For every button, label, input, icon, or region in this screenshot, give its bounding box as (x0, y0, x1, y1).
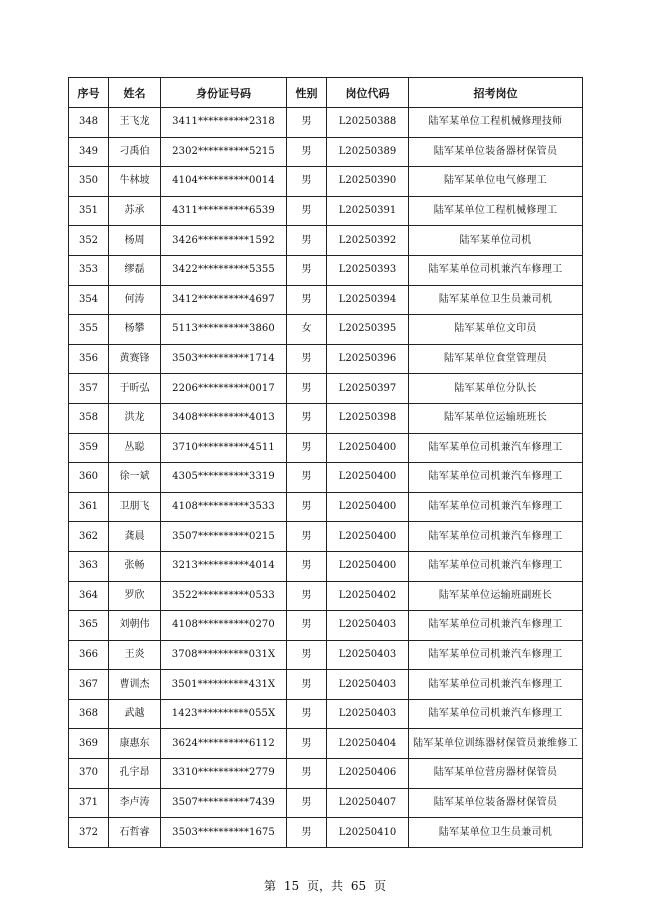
cell-post-code: L20250400 (327, 522, 409, 552)
table-header-row (69, 78, 583, 108)
cell-post-title: 陆军某单位装备器材保管员 (409, 788, 583, 818)
cell-id-number: 3708**********031X (161, 640, 287, 670)
cell-serial-number: 369 (69, 729, 109, 759)
cell-serial-number: 348 (69, 108, 109, 138)
cell-post-code: L20250400 (327, 492, 409, 522)
cell-gender: 男 (287, 699, 327, 729)
cell-gender: 男 (287, 729, 327, 759)
cell-name: 张畅 (109, 551, 161, 581)
cell-name: 缪磊 (109, 255, 161, 285)
cell-post-code: L20250404 (327, 729, 409, 759)
cell-id-number: 3310**********2779 (161, 759, 287, 789)
cell-serial-number: 364 (69, 581, 109, 611)
cell-post-title: 陆军某单位卫生员兼司机 (409, 285, 583, 315)
cell-name: 徐一斌 (109, 463, 161, 493)
cell-name: 康惠东 (109, 729, 161, 759)
cell-gender: 男 (287, 344, 327, 374)
cell-id-number: 5113**********3860 (161, 315, 287, 345)
table-row (69, 196, 583, 226)
cell-name: 苏承 (109, 196, 161, 226)
cell-post-code: L20250400 (327, 463, 409, 493)
cell-name: 刘朝伟 (109, 611, 161, 641)
cell-id-number: 3624**********6112 (161, 729, 287, 759)
cell-name: 牛林坡 (109, 167, 161, 197)
cell-serial-number: 349 (69, 137, 109, 167)
table-row (69, 463, 583, 493)
cell-serial-number: 353 (69, 255, 109, 285)
table-row (69, 551, 583, 581)
cell-name: 洪龙 (109, 403, 161, 433)
cell-post-code: L20250392 (327, 226, 409, 256)
table-row (69, 403, 583, 433)
cell-id-number: 4305**********3319 (161, 463, 287, 493)
cell-serial-number: 351 (69, 196, 109, 226)
cell-post-code: L20250402 (327, 581, 409, 611)
cell-id-number: 3501**********431X (161, 670, 287, 700)
cell-gender: 女 (287, 315, 327, 345)
cell-gender: 男 (287, 551, 327, 581)
candidate-table (68, 77, 583, 848)
cell-gender: 男 (287, 818, 327, 848)
cell-post-title: 陆军某单位文印员 (409, 315, 583, 345)
cell-gender: 男 (287, 167, 327, 197)
cell-post-code: L20250403 (327, 699, 409, 729)
cell-gender: 男 (287, 492, 327, 522)
table-row (69, 108, 583, 138)
cell-name: 何涛 (109, 285, 161, 315)
cell-post-title: 陆军某单位营房器材保管员 (409, 759, 583, 789)
cell-serial-number: 371 (69, 788, 109, 818)
cell-name: 石哲睿 (109, 818, 161, 848)
table-row (69, 788, 583, 818)
table-row (69, 640, 583, 670)
cell-gender: 男 (287, 108, 327, 138)
cell-post-title: 陆军某单位司机兼汽车修理工 (409, 463, 583, 493)
cell-id-number: 3426**********1592 (161, 226, 287, 256)
cell-post-code: L20250397 (327, 374, 409, 404)
cell-post-code: L20250388 (327, 108, 409, 138)
table-row (69, 433, 583, 463)
header-serial-number: 序号 (69, 78, 109, 108)
cell-id-number: 4104**********0014 (161, 167, 287, 197)
cell-id-number: 3411**********2318 (161, 108, 287, 138)
cell-id-number: 1423**********055X (161, 699, 287, 729)
table-row (69, 729, 583, 759)
cell-post-code: L20250390 (327, 167, 409, 197)
cell-post-title: 陆军某单位工程机械修理技师 (409, 108, 583, 138)
cell-post-code: L20250406 (327, 759, 409, 789)
cell-id-number: 3422**********5355 (161, 255, 287, 285)
cell-name: 武越 (109, 699, 161, 729)
table-row (69, 492, 583, 522)
cell-serial-number: 362 (69, 522, 109, 552)
cell-id-number: 4311**********6539 (161, 196, 287, 226)
cell-post-title: 陆军某单位电气修理工 (409, 167, 583, 197)
cell-id-number: 4108**********0270 (161, 611, 287, 641)
table-row (69, 759, 583, 789)
cell-post-code: L20250403 (327, 640, 409, 670)
header-name: 姓名 (109, 78, 161, 108)
cell-post-code: L20250400 (327, 551, 409, 581)
cell-post-code: L20250403 (327, 611, 409, 641)
cell-post-title: 陆军某单位司机兼汽车修理工 (409, 699, 583, 729)
table-row (69, 137, 583, 167)
cell-post-title: 陆军某单位分队长 (409, 374, 583, 404)
cell-name: 杨周 (109, 226, 161, 256)
cell-post-title: 陆军某单位司机兼汽车修理工 (409, 522, 583, 552)
cell-gender: 男 (287, 611, 327, 641)
cell-serial-number: 365 (69, 611, 109, 641)
cell-name: 杨攀 (109, 315, 161, 345)
cell-post-code: L20250407 (327, 788, 409, 818)
cell-gender: 男 (287, 374, 327, 404)
cell-serial-number: 359 (69, 433, 109, 463)
header-post-code: 岗位代码 (327, 78, 409, 108)
table-row (69, 315, 583, 345)
cell-name: 曹训杰 (109, 670, 161, 700)
cell-serial-number: 372 (69, 818, 109, 848)
cell-id-number: 4108**********3533 (161, 492, 287, 522)
cell-post-title: 陆军某单位司机兼汽车修理工 (409, 640, 583, 670)
cell-id-number: 3503**********1714 (161, 344, 287, 374)
cell-name: 刁禹伯 (109, 137, 161, 167)
cell-post-title: 陆军某单位运输班副班长 (409, 581, 583, 611)
cell-gender: 男 (287, 759, 327, 789)
cell-post-code: L20250410 (327, 818, 409, 848)
cell-id-number: 3503**********1675 (161, 818, 287, 848)
header-post-title: 招考岗位 (409, 78, 583, 108)
table-row (69, 255, 583, 285)
header-id-number: 身份证号码 (161, 78, 287, 108)
cell-name: 龚晨 (109, 522, 161, 552)
cell-id-number: 2206**********0017 (161, 374, 287, 404)
page-suffix: 页 (373, 879, 386, 893)
cell-gender: 男 (287, 670, 327, 700)
page-current: 15 (283, 879, 300, 893)
cell-serial-number: 360 (69, 463, 109, 493)
cell-gender: 男 (287, 640, 327, 670)
cell-post-title: 陆军某单位食堂管理员 (409, 344, 583, 374)
cell-post-title: 陆军某单位司机兼汽车修理工 (409, 433, 583, 463)
cell-post-title: 陆军某单位司机兼汽车修理工 (409, 255, 583, 285)
cell-id-number: 2302**********5215 (161, 137, 287, 167)
cell-gender: 男 (287, 522, 327, 552)
cell-post-title: 陆军某单位卫生员兼司机 (409, 818, 583, 848)
cell-gender: 男 (287, 285, 327, 315)
cell-post-title: 陆军某单位司机兼汽车修理工 (409, 670, 583, 700)
cell-name: 卫朋飞 (109, 492, 161, 522)
cell-post-code: L20250394 (327, 285, 409, 315)
cell-gender: 男 (287, 226, 327, 256)
cell-post-title: 陆军某单位司机兼汽车修理工 (409, 551, 583, 581)
cell-post-code: L20250389 (327, 137, 409, 167)
cell-serial-number: 355 (69, 315, 109, 345)
page-mid: 页，共 (306, 879, 343, 893)
cell-gender: 男 (287, 137, 327, 167)
table-row (69, 374, 583, 404)
cell-gender: 男 (287, 788, 327, 818)
table-row (69, 344, 583, 374)
cell-id-number: 3412**********4697 (161, 285, 287, 315)
cell-serial-number: 354 (69, 285, 109, 315)
cell-serial-number: 366 (69, 640, 109, 670)
cell-id-number: 3522**********0533 (161, 581, 287, 611)
cell-post-title: 陆军某单位司机 (409, 226, 583, 256)
cell-name: 丛聪 (109, 433, 161, 463)
cell-gender: 男 (287, 433, 327, 463)
cell-gender: 男 (287, 403, 327, 433)
cell-post-code: L20250395 (327, 315, 409, 345)
cell-serial-number: 358 (69, 403, 109, 433)
table-row (69, 167, 583, 197)
table-row (69, 818, 583, 848)
cell-serial-number: 361 (69, 492, 109, 522)
cell-post-title: 陆军某单位司机兼汽车修理工 (409, 492, 583, 522)
cell-name: 王飞龙 (109, 108, 161, 138)
cell-name: 黄赛锋 (109, 344, 161, 374)
cell-name: 李卢涛 (109, 788, 161, 818)
table-row (69, 581, 583, 611)
table-row (69, 699, 583, 729)
cell-post-code: L20250403 (327, 670, 409, 700)
cell-post-title: 陆军某单位司机兼汽车修理工 (409, 611, 583, 641)
table-row (69, 285, 583, 315)
cell-serial-number: 356 (69, 344, 109, 374)
cell-id-number: 3507**********7439 (161, 788, 287, 818)
cell-id-number: 3710**********4511 (161, 433, 287, 463)
table-row (69, 522, 583, 552)
table-body (69, 108, 583, 848)
cell-gender: 男 (287, 255, 327, 285)
cell-name: 于昕弘 (109, 374, 161, 404)
table-row (69, 611, 583, 641)
cell-serial-number: 350 (69, 167, 109, 197)
table-row (69, 670, 583, 700)
page-prefix: 第 (264, 879, 277, 893)
cell-post-code: L20250400 (327, 433, 409, 463)
cell-post-code: L20250398 (327, 403, 409, 433)
cell-serial-number: 363 (69, 551, 109, 581)
cell-name: 孔宇昂 (109, 759, 161, 789)
cell-id-number: 3213**********4014 (161, 551, 287, 581)
cell-name: 罗欣 (109, 581, 161, 611)
cell-gender: 男 (287, 463, 327, 493)
cell-post-code: L20250391 (327, 196, 409, 226)
cell-post-title: 陆军某单位训练器材保管员兼维修工 (409, 729, 583, 759)
cell-gender: 男 (287, 581, 327, 611)
header-gender: 性别 (287, 78, 327, 108)
cell-post-title: 陆军某单位运输班班长 (409, 403, 583, 433)
cell-post-code: L20250396 (327, 344, 409, 374)
cell-serial-number: 370 (69, 759, 109, 789)
cell-serial-number: 352 (69, 226, 109, 256)
cell-id-number: 3507**********0215 (161, 522, 287, 552)
cell-post-title: 陆军某单位工程机械修理工 (409, 196, 583, 226)
cell-post-title: 陆军某单位装备器材保管员 (409, 137, 583, 167)
cell-gender: 男 (287, 196, 327, 226)
cell-id-number: 3408**********4013 (161, 403, 287, 433)
page-total: 65 (350, 879, 367, 893)
page-footer (0, 877, 650, 894)
cell-serial-number: 367 (69, 670, 109, 700)
table-row (69, 226, 583, 256)
cell-serial-number: 368 (69, 699, 109, 729)
cell-serial-number: 357 (69, 374, 109, 404)
cell-post-code: L20250393 (327, 255, 409, 285)
cell-name: 王炎 (109, 640, 161, 670)
